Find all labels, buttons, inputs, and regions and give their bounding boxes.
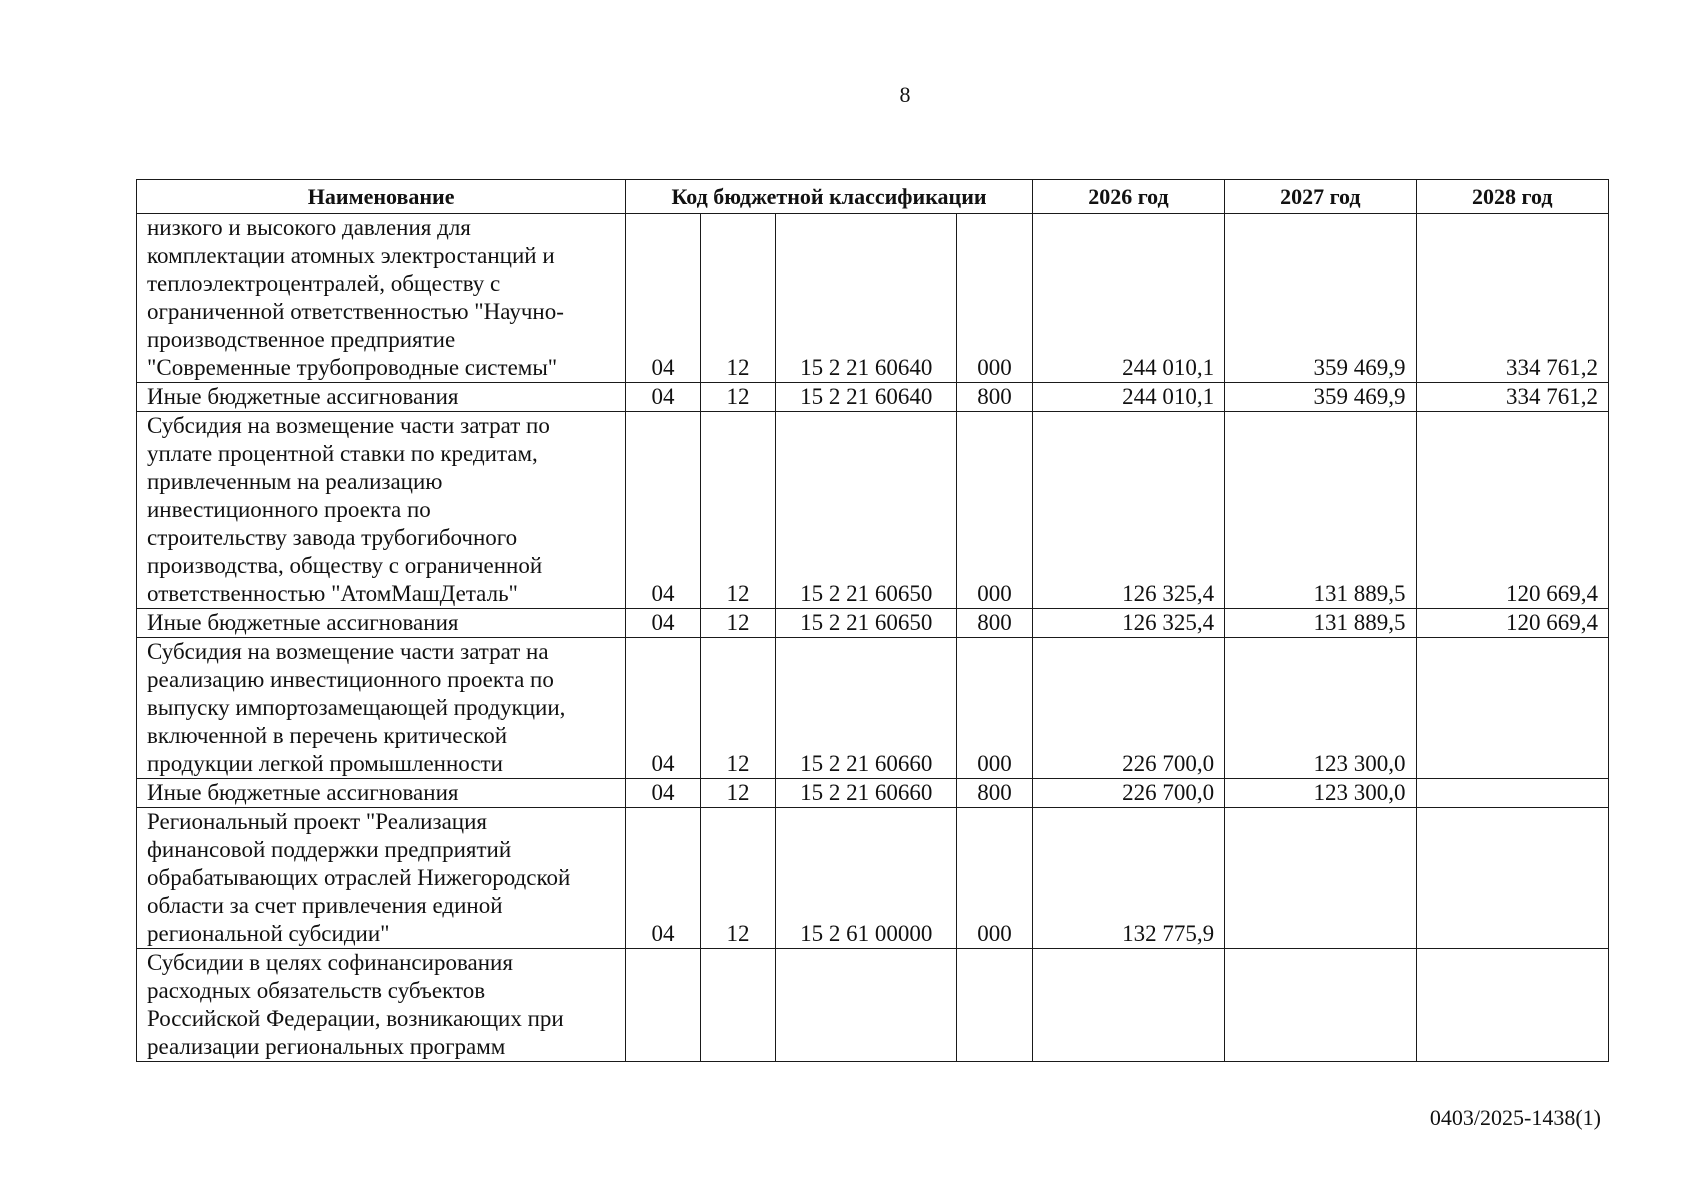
row-name: Субсидии в целях софинансирования расходных обязательств субъектов Российской Федерации, возникающих при реализации региональных программ bbox=[137, 949, 626, 1062]
table-row bbox=[137, 412, 1609, 609]
code-target-article: 15 2 61 00000 bbox=[776, 808, 957, 949]
code-subsection: 12 bbox=[700, 638, 776, 779]
value-2027: 131 889,5 bbox=[1225, 609, 1416, 638]
row-name: Иные бюджетные ассигнования bbox=[137, 779, 626, 808]
code-expense-type: 800 bbox=[957, 609, 1033, 638]
header-year-2028: 2028 год bbox=[1416, 180, 1608, 214]
value-2026: 126 325,4 bbox=[1032, 609, 1224, 638]
value-2028: 334 761,2 bbox=[1416, 214, 1608, 383]
value-2027 bbox=[1225, 808, 1416, 949]
code-expense-type: 800 bbox=[957, 383, 1033, 412]
table-row bbox=[137, 609, 1609, 638]
row-name: Субсидия на возмещение части затрат по уплате процентной ставки по кредитам, привлеченным на реализацию инвестиционного проекта по строительству завода трубогибочного производства, обществу с ограниченной ответственностью "АтомМашДеталь" bbox=[137, 412, 626, 609]
code-section bbox=[626, 949, 700, 1062]
code-target-article bbox=[776, 949, 957, 1062]
header-year-2027: 2027 год bbox=[1225, 180, 1416, 214]
value-2027: 359 469,9 bbox=[1225, 214, 1416, 383]
code-subsection: 12 bbox=[700, 383, 776, 412]
value-2027: 359 469,9 bbox=[1225, 383, 1416, 412]
document-code: 0403/2025-1438(1) bbox=[1429, 1105, 1601, 1130]
value-2026: 226 700,0 bbox=[1032, 638, 1224, 779]
value-2026: 126 325,4 bbox=[1032, 412, 1224, 609]
value-2026: 244 010,1 bbox=[1032, 383, 1224, 412]
code-subsection bbox=[700, 949, 776, 1062]
table-row bbox=[137, 383, 1609, 412]
code-section: 04 bbox=[626, 779, 700, 808]
table-header-row bbox=[137, 180, 1609, 214]
code-expense-type: 000 bbox=[957, 214, 1033, 383]
row-name: низкого и высокого давления для комплектации атомных электростанций и теплоэлектроцентралей, обществу с ограниченной ответственностью "Научно- производственное предприятие "Современные трубопроводные системы" bbox=[137, 214, 626, 383]
code-expense-type: 000 bbox=[957, 412, 1033, 609]
code-expense-type bbox=[957, 949, 1033, 1062]
value-2028 bbox=[1416, 949, 1608, 1062]
code-expense-type: 000 bbox=[957, 808, 1033, 949]
code-section: 04 bbox=[626, 383, 700, 412]
value-2027: 123 300,0 bbox=[1225, 779, 1416, 808]
code-expense-type: 000 bbox=[957, 638, 1033, 779]
code-subsection: 12 bbox=[700, 808, 776, 949]
row-name: Иные бюджетные ассигнования bbox=[137, 383, 626, 412]
code-expense-type: 800 bbox=[957, 779, 1033, 808]
code-subsection: 12 bbox=[700, 779, 776, 808]
code-section: 04 bbox=[626, 808, 700, 949]
table-row bbox=[137, 638, 1609, 779]
budget-table bbox=[136, 179, 1609, 1062]
table-row bbox=[137, 808, 1609, 949]
code-section: 04 bbox=[626, 638, 700, 779]
value-2028: 120 669,4 bbox=[1416, 412, 1608, 609]
code-target-article: 15 2 21 60650 bbox=[776, 609, 957, 638]
code-section: 04 bbox=[626, 214, 700, 383]
value-2028: 334 761,2 bbox=[1416, 383, 1608, 412]
value-2026: 244 010,1 bbox=[1032, 214, 1224, 383]
page-number: 8 bbox=[899, 82, 911, 107]
value-2026: 132 775,9 bbox=[1032, 808, 1224, 949]
value-2027: 123 300,0 bbox=[1225, 638, 1416, 779]
value-2028 bbox=[1416, 808, 1608, 949]
row-name: Субсидия на возмещение части затрат на реализацию инвестиционного проекта по выпуску импортозамещающей продукции, включенной в перечень критической продукции легкой промышленности bbox=[137, 638, 626, 779]
code-section: 04 bbox=[626, 609, 700, 638]
code-section: 04 bbox=[626, 412, 700, 609]
table-row bbox=[137, 949, 1609, 1062]
value-2028 bbox=[1416, 638, 1608, 779]
row-name: Региональный проект "Реализация финансовой поддержки предприятий обрабатывающих отраслей Нижегородской области за счет привлечения единой региональной субсидии" bbox=[137, 808, 626, 949]
code-subsection: 12 bbox=[700, 214, 776, 383]
header-year-2026: 2026 год bbox=[1032, 180, 1224, 214]
code-subsection: 12 bbox=[700, 412, 776, 609]
value-2027: 131 889,5 bbox=[1225, 412, 1416, 609]
value-2028: 120 669,4 bbox=[1416, 609, 1608, 638]
table-row bbox=[137, 214, 1609, 383]
value-2026: 226 700,0 bbox=[1032, 779, 1224, 808]
code-target-article: 15 2 21 60640 bbox=[776, 214, 957, 383]
code-target-article: 15 2 21 60660 bbox=[776, 638, 957, 779]
value-2026 bbox=[1032, 949, 1224, 1062]
code-target-article: 15 2 21 60650 bbox=[776, 412, 957, 609]
value-2028 bbox=[1416, 779, 1608, 808]
code-target-article: 15 2 21 60640 bbox=[776, 383, 957, 412]
table-row bbox=[137, 779, 1609, 808]
value-2027 bbox=[1225, 949, 1416, 1062]
table-body bbox=[137, 214, 1609, 1062]
code-target-article: 15 2 21 60660 bbox=[776, 779, 957, 808]
header-name: Наименование bbox=[137, 180, 626, 214]
header-code: Код бюджетной классификации bbox=[626, 180, 1032, 214]
code-subsection: 12 bbox=[700, 609, 776, 638]
row-name: Иные бюджетные ассигнования bbox=[137, 609, 626, 638]
